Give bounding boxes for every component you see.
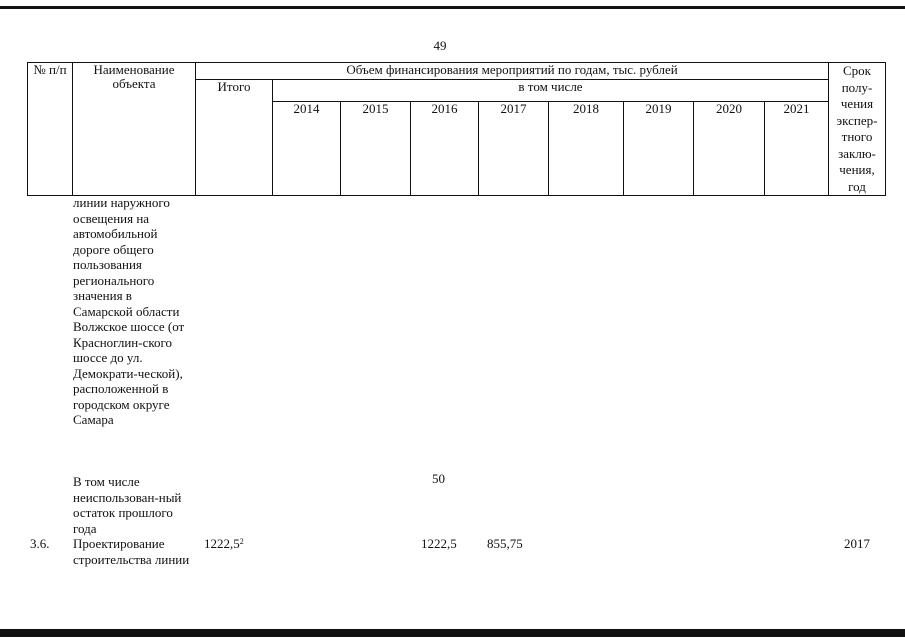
- row-unused-remainder-name: В том числе неиспользован-ный остаток прошлого года: [73, 474, 182, 536]
- row-design-name: Проектирование строительства линии: [73, 536, 190, 567]
- page-number: 49: [433, 38, 447, 53]
- total-value: 1222,5: [204, 536, 240, 551]
- top-border-line: [0, 6, 905, 9]
- header-year-2016: 2016: [411, 102, 479, 196]
- header-year-2014: 2014: [273, 102, 341, 196]
- header-object-name: Наименование объекта: [73, 63, 196, 196]
- header-including: в том числе: [273, 80, 829, 102]
- footnote-mark: 2: [239, 537, 244, 546]
- row-number: 3.6.: [30, 536, 50, 551]
- header-year-2017: 2017: [479, 102, 549, 196]
- header-year-2015: 2015: [341, 102, 411, 196]
- row-design-deadline: 2017: [844, 536, 870, 551]
- header-deadline: Срок полу-чения экспер-тного заклю-чения, год: [829, 63, 886, 196]
- row-design-2016: 1222,5: [421, 536, 457, 551]
- header-year-2019: 2019: [624, 102, 694, 196]
- row-design-2017: 855,75: [487, 536, 523, 551]
- row-unused-remainder-2016: 50: [432, 471, 445, 486]
- bottom-border-line: [0, 629, 905, 637]
- row-object-name-continuation: линии наружного освещения на автомобильной дороге общего пользования регионального значения в Самарской области Волжское шоссе (от Красноглин-ского шоссе до ул. Демократи-ческой), расположенной в городском округе Самара: [73, 195, 185, 427]
- header-year-2021: 2021: [765, 102, 829, 196]
- row-design-total: [204, 536, 244, 552]
- header-funding: Объем финансирования мероприятий по годам, тыс. рублей: [196, 63, 829, 80]
- header-year-2018: 2018: [549, 102, 624, 196]
- table-header: [27, 62, 886, 196]
- header-number: № п/п: [28, 63, 73, 196]
- header-total: Итого: [196, 80, 273, 196]
- header-year-2020: 2020: [694, 102, 765, 196]
